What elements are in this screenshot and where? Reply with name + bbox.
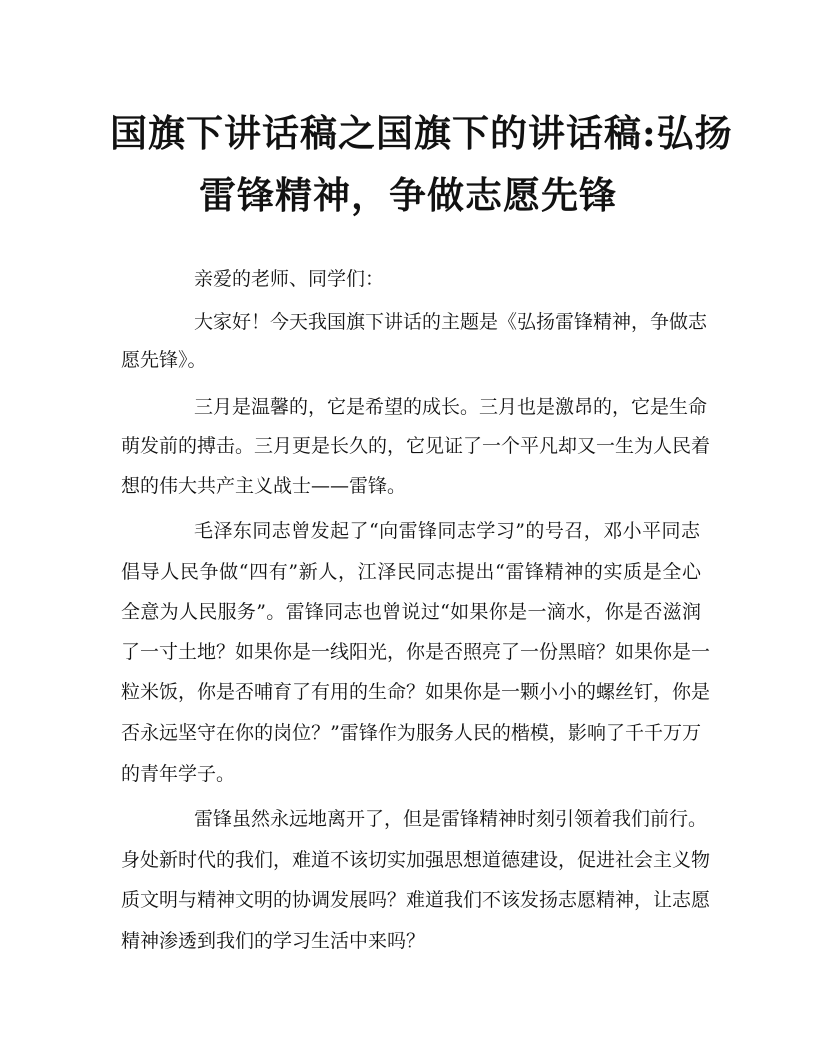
- paragraph-line: 愿先锋》。: [121, 349, 207, 371]
- paragraph-line: 萌发前的搏击。三月更是长久的，它见证了一个平凡却又一生为人民着: [121, 435, 711, 457]
- document-title-line-2: 雷锋精神，争做志愿先锋: [199, 173, 617, 217]
- paragraph-line: 倡导人民争做“四有”新人，江泽民同志提出“雷锋精神的实质是全心: [121, 561, 701, 583]
- paragraph-line: 毛泽东同志曾发起了“向雷锋同志学习”的号召，邓小平同志: [194, 520, 700, 542]
- paragraph-line: 了一寸土地？如果你是一线阳光，你是否照亮了一份黑暗？如果你是一: [121, 641, 711, 663]
- paragraph-line: 粒米饭，你是否哺育了有用的生命？如果你是一颗小小的螺丝钉，你是: [121, 681, 711, 703]
- paragraph-line: 三月是温馨的，它是希望的成长。三月也是激昂的，它是生命: [194, 396, 708, 418]
- paragraph-line: 质文明与精神文明的协调发展吗？难道我们不该发扬志愿精神，让志愿: [121, 889, 711, 911]
- paragraph-line: 想的伟大共产主义战士——雷锋。: [121, 475, 407, 497]
- salutation: 亲爱的老师、同学们：: [194, 268, 385, 290]
- paragraph-line: 大家好！今天我国旗下讲话的主题是《弘扬雷锋精神，争做志: [194, 311, 708, 333]
- paragraph-line: 雷锋虽然永远地离开了，但是雷锋精神时刻引领着我们前行。: [194, 808, 708, 830]
- paragraph-line: 否永远坚守在你的岗位？”雷锋作为服务人民的楷模，影响了千千万万: [121, 722, 701, 744]
- document-title-line-1: 国旗下讲话稿之国旗下的讲话稿:弘扬: [110, 111, 733, 155]
- paragraph-line: 的青年学子。: [121, 763, 236, 785]
- paragraph-line: 全意为人民服务”。雷锋同志也曾说过“如果你是一滴水，你是否滋润: [121, 601, 701, 623]
- paragraph-line: 精神渗透到我们的学习生活中来吗？: [121, 930, 426, 952]
- paragraph-line: 身处新时代的我们，难道不该切实加强思想道德建设，促进社会主义物: [121, 849, 711, 871]
